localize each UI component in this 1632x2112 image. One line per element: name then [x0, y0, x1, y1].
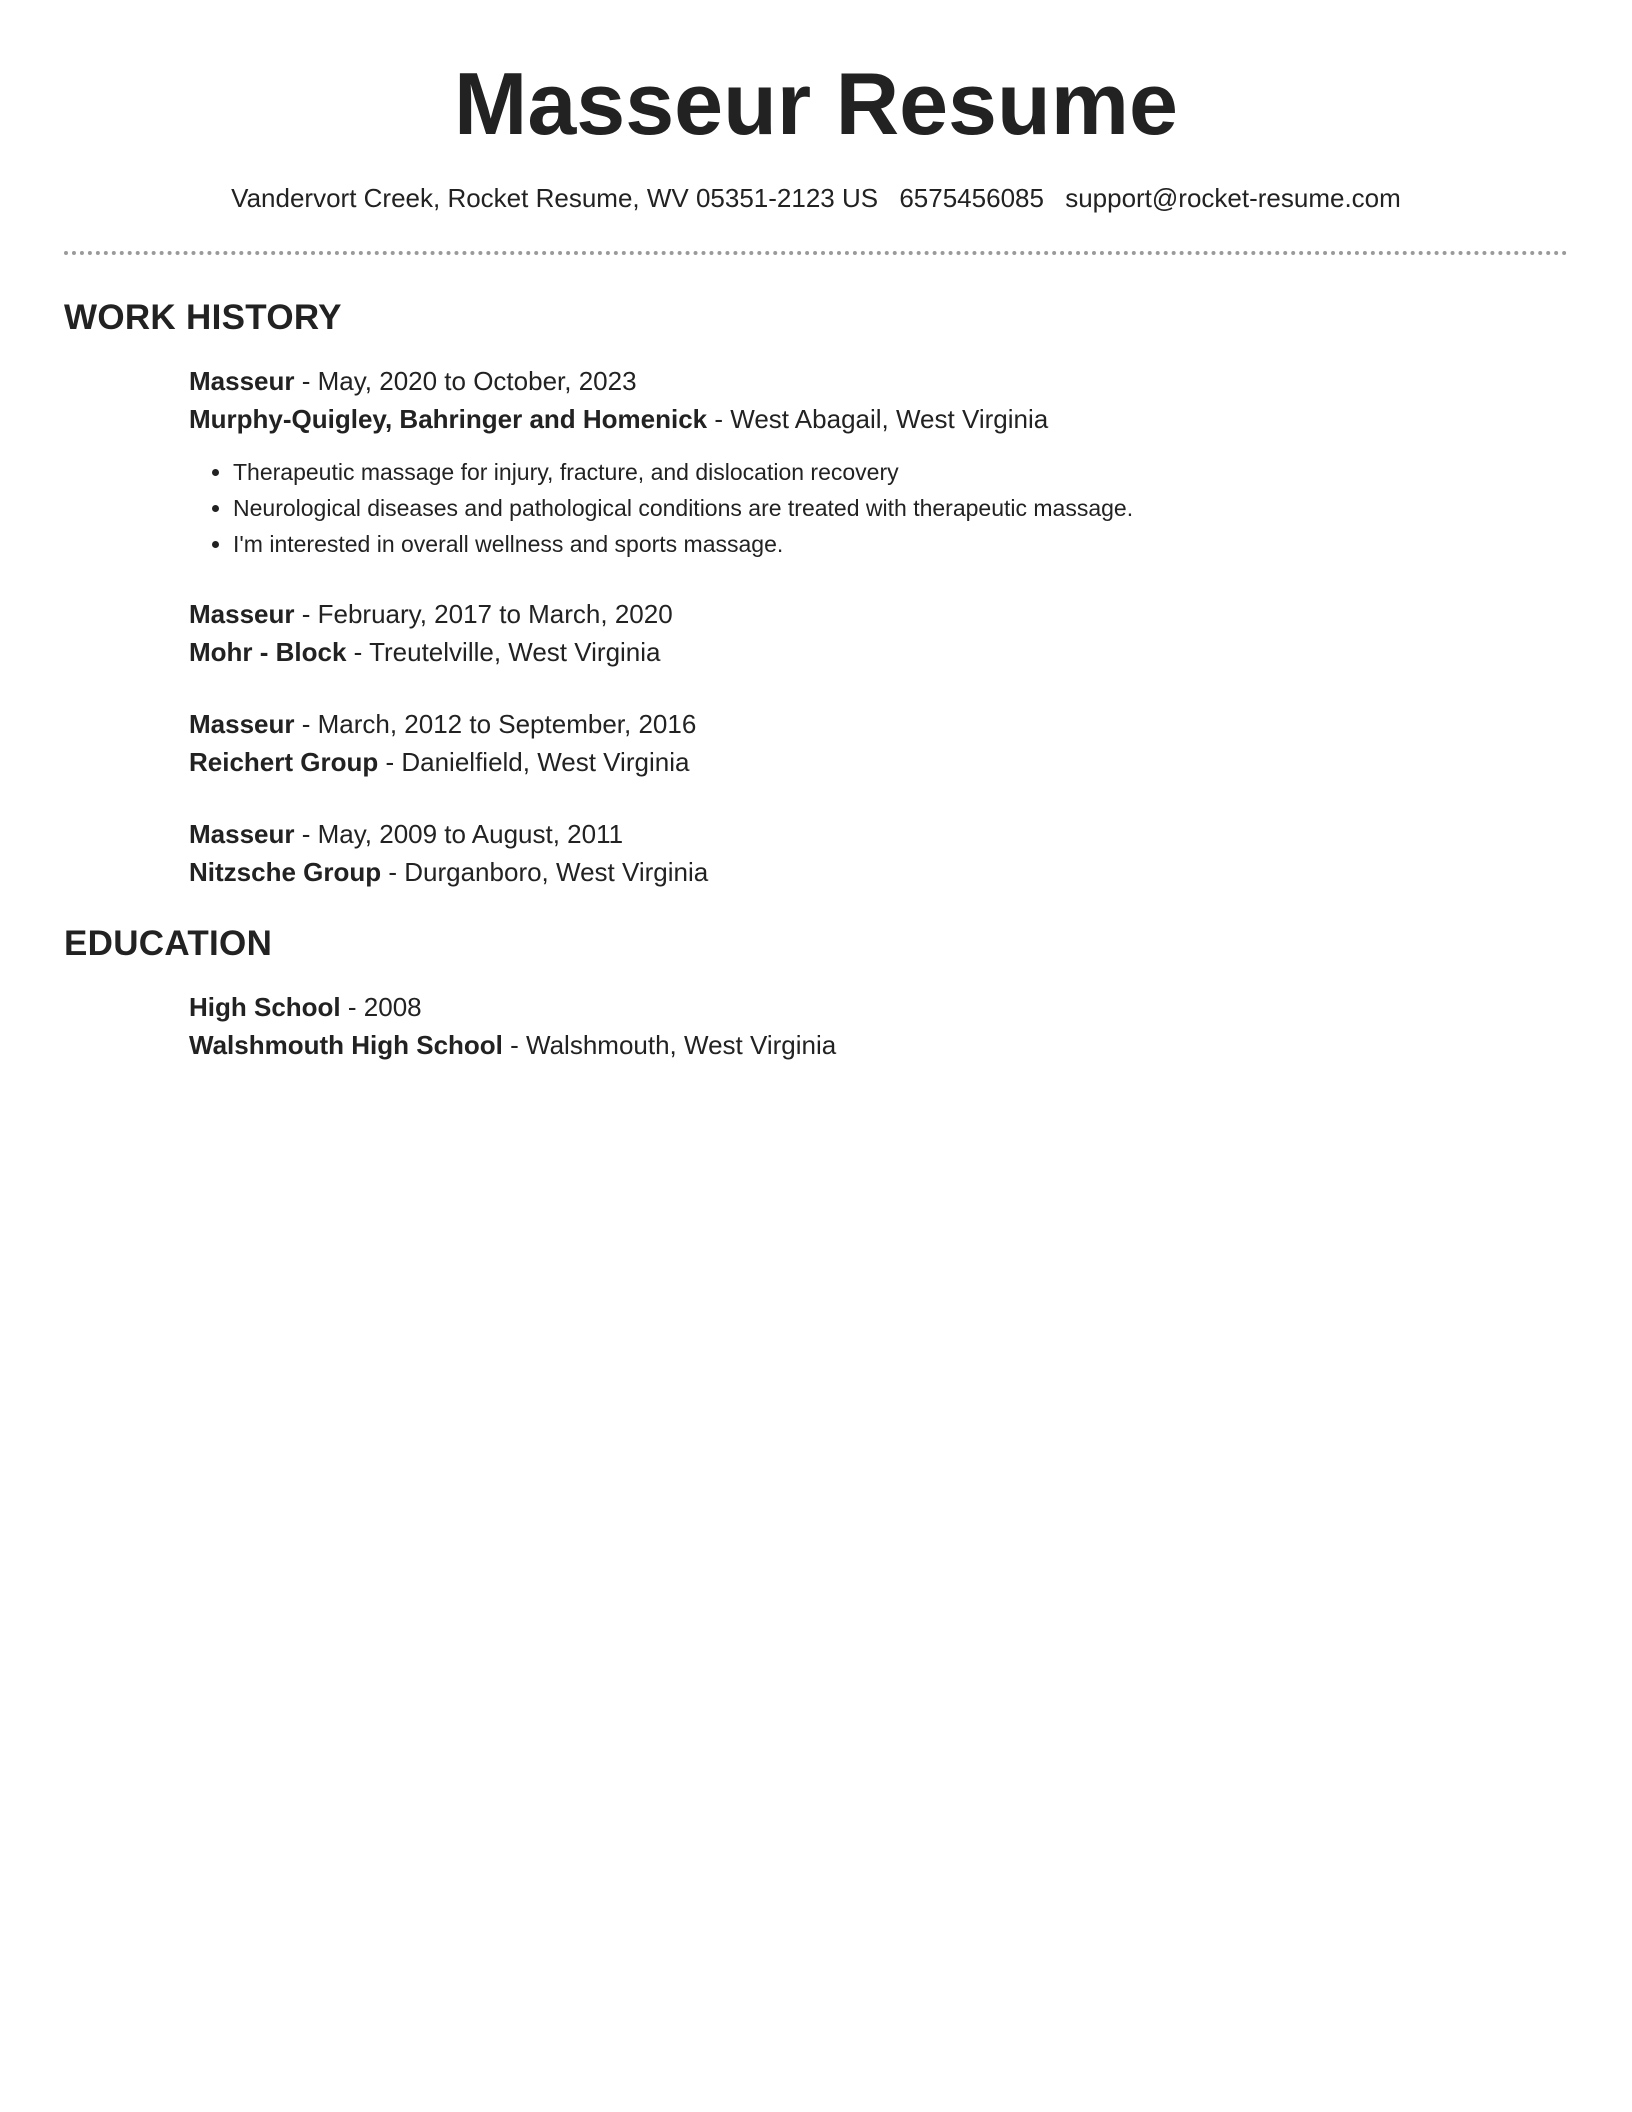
header-divider	[64, 251, 1568, 255]
job-company-line	[189, 743, 1539, 781]
job-entry	[189, 705, 1539, 781]
job-title-line	[189, 815, 1539, 853]
job-title: Masseur	[189, 819, 295, 849]
job-duty-item: • Therapeutic massage for injury, fracture, and dislocation recovery	[233, 454, 1539, 490]
job-title-line	[189, 705, 1539, 743]
job-company-line	[189, 400, 1539, 438]
job-entry	[189, 815, 1539, 891]
job-title: Masseur	[189, 366, 295, 396]
education-heading: EDUCATION	[64, 924, 273, 963]
job-dates: - May, 2009 to August, 2011	[294, 819, 624, 849]
job-company: Nitzsche Group	[189, 857, 382, 887]
job-entry	[189, 362, 1539, 562]
contact-email: support@rocket-resume.com	[1065, 183, 1401, 213]
job-duties-list	[189, 454, 1539, 562]
job-duty-item: • I'm interested in overall wellness and sports massage.	[233, 526, 1539, 562]
education-degree-line	[189, 988, 1539, 1026]
job-title-line	[189, 595, 1539, 633]
education-entry	[189, 988, 1539, 1064]
job-company: Mohr - Block	[189, 637, 347, 667]
education-degree: High School	[189, 992, 341, 1022]
work-history-heading: WORK HISTORY	[64, 298, 342, 337]
education-school: Walshmouth High School	[189, 1030, 503, 1060]
job-location: - West Abagail, West Virginia	[707, 404, 1049, 434]
job-title-line	[189, 362, 1539, 400]
job-location: - Danielfield, West Virginia	[378, 747, 690, 777]
job-location: - Treutelville, West Virginia	[346, 637, 661, 667]
job-entry	[189, 595, 1539, 671]
job-dates: - May, 2020 to October, 2023	[294, 366, 637, 396]
job-company: Reichert Group	[189, 747, 379, 777]
contact-address: Vandervort Creek, Rocket Resume, WV 05351-2123 US	[231, 183, 879, 213]
education-location: - Walshmouth, West Virginia	[502, 1030, 837, 1060]
contact-phone: 6575456085	[899, 183, 1044, 213]
job-title: Masseur	[189, 709, 295, 739]
job-location: - Durganboro, West Virginia	[381, 857, 709, 887]
job-duty-item: • Neurological diseases and pathological conditions are treated with therapeutic massage.	[233, 490, 1539, 526]
education-year: - 2008	[340, 992, 422, 1022]
job-company: Murphy-Quigley, Bahringer and Homenick	[189, 404, 708, 434]
job-company-line	[189, 633, 1539, 671]
job-title: Masseur	[189, 599, 295, 629]
job-dates: - March, 2012 to September, 2016	[294, 709, 697, 739]
contact-line	[0, 180, 1632, 216]
job-company-line	[189, 853, 1539, 891]
page-title: Masseur Resume	[454, 54, 1178, 153]
education-school-line	[189, 1026, 1539, 1064]
job-dates: - February, 2017 to March, 2020	[294, 599, 673, 629]
